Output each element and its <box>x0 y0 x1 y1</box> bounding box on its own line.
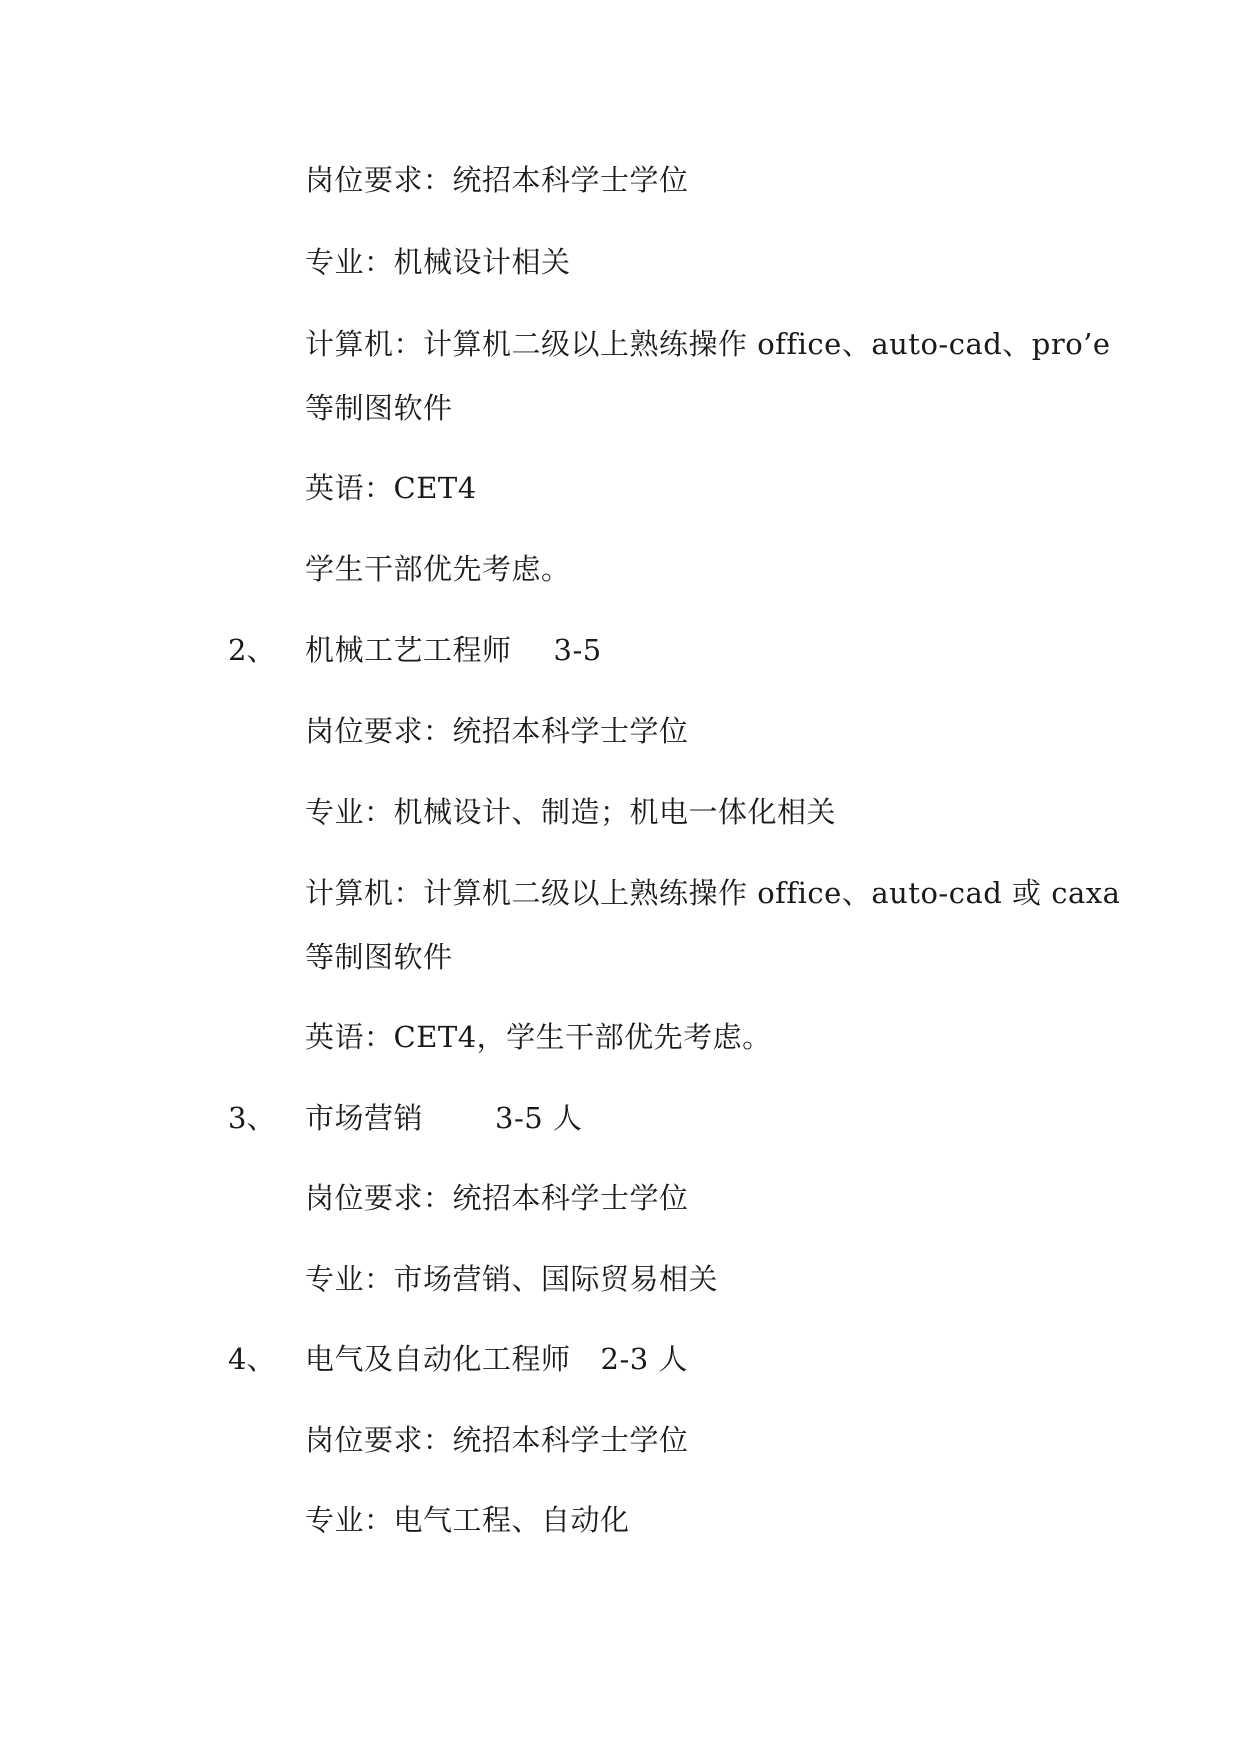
job3-major: 专业：市场营销、国际贸易相关 <box>305 1262 719 1296</box>
job3-heading <box>305 1098 582 1138</box>
job4-requirement: 岗位要求：统招本科学士学位 <box>305 1423 689 1457</box>
job1-requirement: 岗位要求：统招本科学士学位 <box>305 163 689 197</box>
job2-heading <box>305 630 602 670</box>
job3-requirement: 岗位要求：统招本科学士学位 <box>305 1181 689 1215</box>
job2-title: 机械工艺工程师 <box>305 633 512 667</box>
job3-number: 3、 <box>228 1101 276 1135</box>
job2-number: 2、 <box>228 633 276 667</box>
job3-title: 市场营销 <box>305 1101 424 1135</box>
job2-major: 专业：机械设计、制造；机电一体化相关 <box>305 795 837 829</box>
job2-requirement: 岗位要求：统招本科学士学位 <box>305 714 689 748</box>
job1-major: 专业：机械设计相关 <box>305 245 571 279</box>
job1-english: 英语：CET4 <box>305 471 477 505</box>
job2-english: 英语：CET4，学生干部优先考虑。 <box>305 1020 772 1054</box>
job1-note: 学生干部优先考虑。 <box>305 552 571 586</box>
job4-heading <box>305 1339 688 1379</box>
job1-computer: 计算机：计算机二级以上熟练操作 office、auto-cad、pro’e <box>305 327 1111 361</box>
job3-count: 3-5 人 <box>495 1101 583 1135</box>
job2-count: 3-5 <box>553 633 602 667</box>
job2-computer: 计算机：计算机二级以上熟练操作 office、auto-cad 或 caxa <box>305 876 1121 910</box>
job2-computer-cont: 等制图软件 <box>305 940 453 974</box>
job4-title: 电气及自动化工程师 <box>305 1342 571 1376</box>
job4-count: 2-3 人 <box>600 1342 688 1376</box>
job4-major: 专业：电气工程、自动化 <box>305 1503 630 1537</box>
job4-number: 4、 <box>228 1342 276 1376</box>
job1-computer-cont: 等制图软件 <box>305 391 453 425</box>
